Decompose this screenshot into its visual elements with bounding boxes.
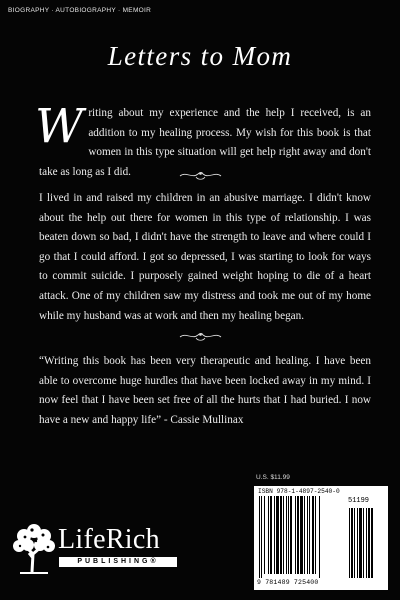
barcode-panel	[254, 486, 388, 590]
genre-label: BIOGRAPHY · AUTOBIOGRAPHY · MEMOIR	[8, 7, 152, 14]
tree-logo-icon	[12, 520, 56, 576]
addon-bar	[371, 508, 373, 578]
addon-bar	[354, 508, 355, 578]
barcode-bar	[304, 496, 305, 574]
price-code: 51199	[348, 497, 370, 505]
barcode-bar	[290, 496, 292, 574]
flourish-divider-icon	[178, 169, 223, 181]
addon-bar	[359, 508, 362, 578]
barcode-bar	[319, 496, 320, 578]
intro-paragraph-text: riting about my experience and the help I received, is an addition to my healing process. My wish for this book is that women in this type situation will get help right away and don't take as long as I did.	[39, 107, 371, 178]
barcode-bar	[259, 496, 260, 578]
isbn-number: ISBN 978-1-4897-2540-0	[258, 488, 340, 495]
publisher-name: LifeRich	[58, 524, 160, 555]
barcode-bar	[307, 496, 308, 574]
addon-bar	[349, 508, 350, 578]
addon-bar	[351, 508, 353, 578]
barcode-number: 9 781489 725400	[257, 579, 319, 586]
addon-bar	[366, 508, 367, 578]
barcode-bar	[261, 496, 262, 578]
barcode-bar	[270, 496, 272, 574]
drop-cap: W	[35, 99, 84, 154]
barcode-bar	[309, 496, 310, 574]
barcode-bar	[312, 496, 314, 574]
barcode-bar	[283, 496, 284, 574]
addon-bar	[363, 508, 364, 578]
barcode-bar	[288, 496, 289, 574]
author-quote: “Writing this book has been very therapeutic and healing. I have been able to overcome huge hurdles that have been locked away in my mind. I now feel that I have been set free of all the hurts that I had buried. I now have a new and happy life” - Cassie Mullinax	[39, 355, 371, 426]
barcode-bar	[274, 496, 275, 574]
barcode-bar	[300, 496, 303, 574]
flourish-divider-icon	[178, 330, 223, 342]
barcode-bar	[286, 496, 287, 574]
barcode-bar	[268, 496, 269, 574]
price-label: U.S. $11.99	[256, 474, 290, 481]
barcode-bars	[257, 496, 385, 578]
book-title: Letters to Mom	[107, 41, 293, 71]
barcode-bar	[264, 496, 265, 574]
story-paragraph: I lived in and raised my children in an abusive marriage. I didn't know about the help out there for women in this type of relationship. I was beaten down so bad, I didn't have the strength to leave and where could I go that I could afford. I got so depressed, I was starting to look for ways to commit suicide. I purposely gained weight hoping to die of a heart attack. One of my children saw my distress and took me out of my home while my husband was at work and then my healing began.	[39, 192, 371, 322]
barcode-bar	[276, 496, 279, 574]
publisher-logo	[12, 520, 192, 580]
publisher-band	[59, 557, 177, 567]
barcode-bar	[295, 496, 296, 574]
barcode-bar	[297, 496, 299, 574]
barcode-bar	[315, 496, 316, 574]
publisher-subtitle: PUBLISHING®	[77, 558, 159, 565]
addon-bar	[357, 508, 358, 578]
addon-bar	[368, 508, 370, 578]
barcode-bar	[280, 496, 282, 574]
